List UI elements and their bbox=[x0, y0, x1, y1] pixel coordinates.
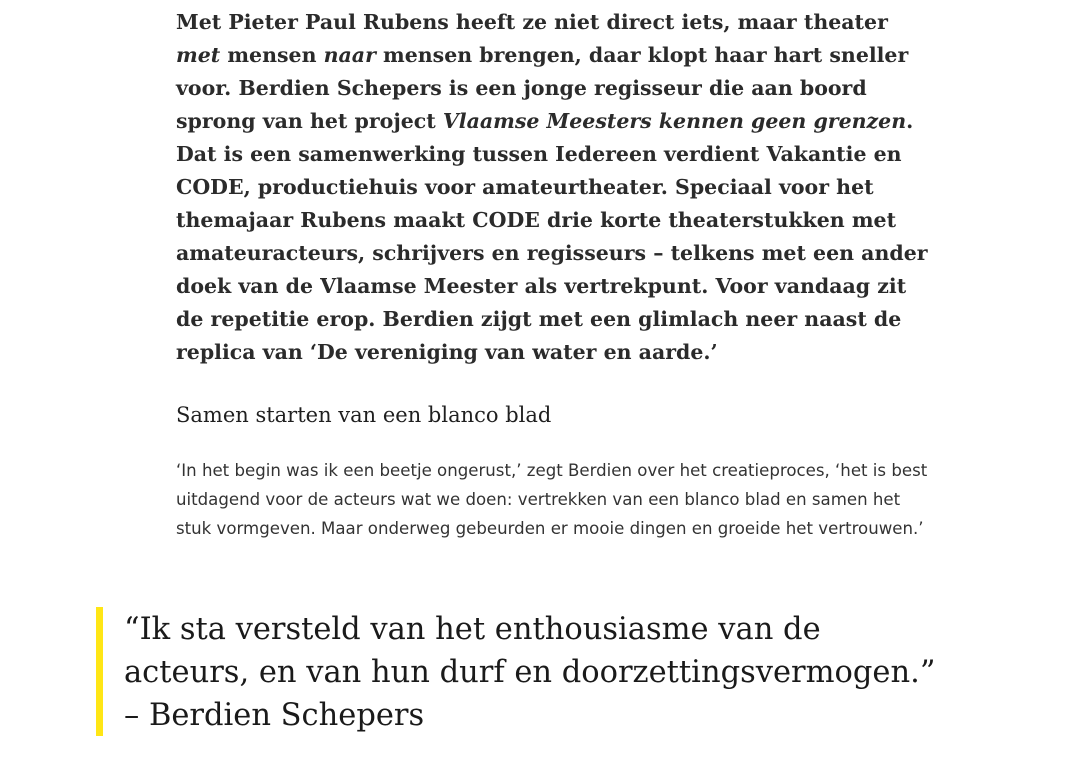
quote-line: “Ik sta versteld van het enthousiasme van de bbox=[124, 612, 821, 647]
article bbox=[176, 6, 936, 538]
quote-accent-bar bbox=[96, 607, 103, 736]
intro-paragraph bbox=[176, 6, 936, 369]
body-paragraph: ‘In het begin was ik een beetje ongerust,’ zegt Berdien over het creatieproces, ‘het is best uitdagend voor de acteurs wat we doen: vertrekken van een blanco blad en samen het stuk vormgeven. Maar onderweg gebeurden er mooie dingen en groeide het vertrouwen.’ bbox=[176, 461, 928, 538]
intro-text-segment: . Dat is een samenwerking tussen Iedereen verdient Vakantie en CODE, productiehuis voor amateurtheater. Speciaal voor het themajaar Rubens maakt CODE drie korte theaterstukken met amateuracteurs, schrijvers en regisseurs – telkens met een ander doek van de Vlaamse Meester als vertrekpunt. Voor vandaag zit de repetitie erop. Berdien zijgt met een glimlach neer naast de replica van ‘De vereniging van water en aarde.’ bbox=[176, 109, 928, 364]
quote-attribution: – Berdien Schepers bbox=[124, 698, 425, 733]
intro-italic-segment: met bbox=[176, 43, 221, 67]
pull-quote bbox=[96, 607, 976, 736]
section-subheading: Samen starten van een blanco blad bbox=[176, 403, 552, 427]
quote-text bbox=[124, 608, 935, 737]
quote-line: acteurs, en van hun durf en doorzettingsvermogen.” bbox=[124, 655, 936, 690]
intro-italic-segment: naar bbox=[323, 43, 376, 67]
intro-text-segment: mensen brengen, daar klopt haar hart sneller voor. Berdien Schepers is een jonge regisseur die aan boord sprong van het project bbox=[176, 43, 909, 133]
intro-italic-segment: Vlaamse Meesters kennen geen grenzen bbox=[442, 109, 907, 133]
intro-text-segment: Met Pieter Paul Rubens heeft ze niet direct iets, maar theater bbox=[176, 10, 888, 34]
intro-text-segment: mensen bbox=[220, 43, 324, 67]
